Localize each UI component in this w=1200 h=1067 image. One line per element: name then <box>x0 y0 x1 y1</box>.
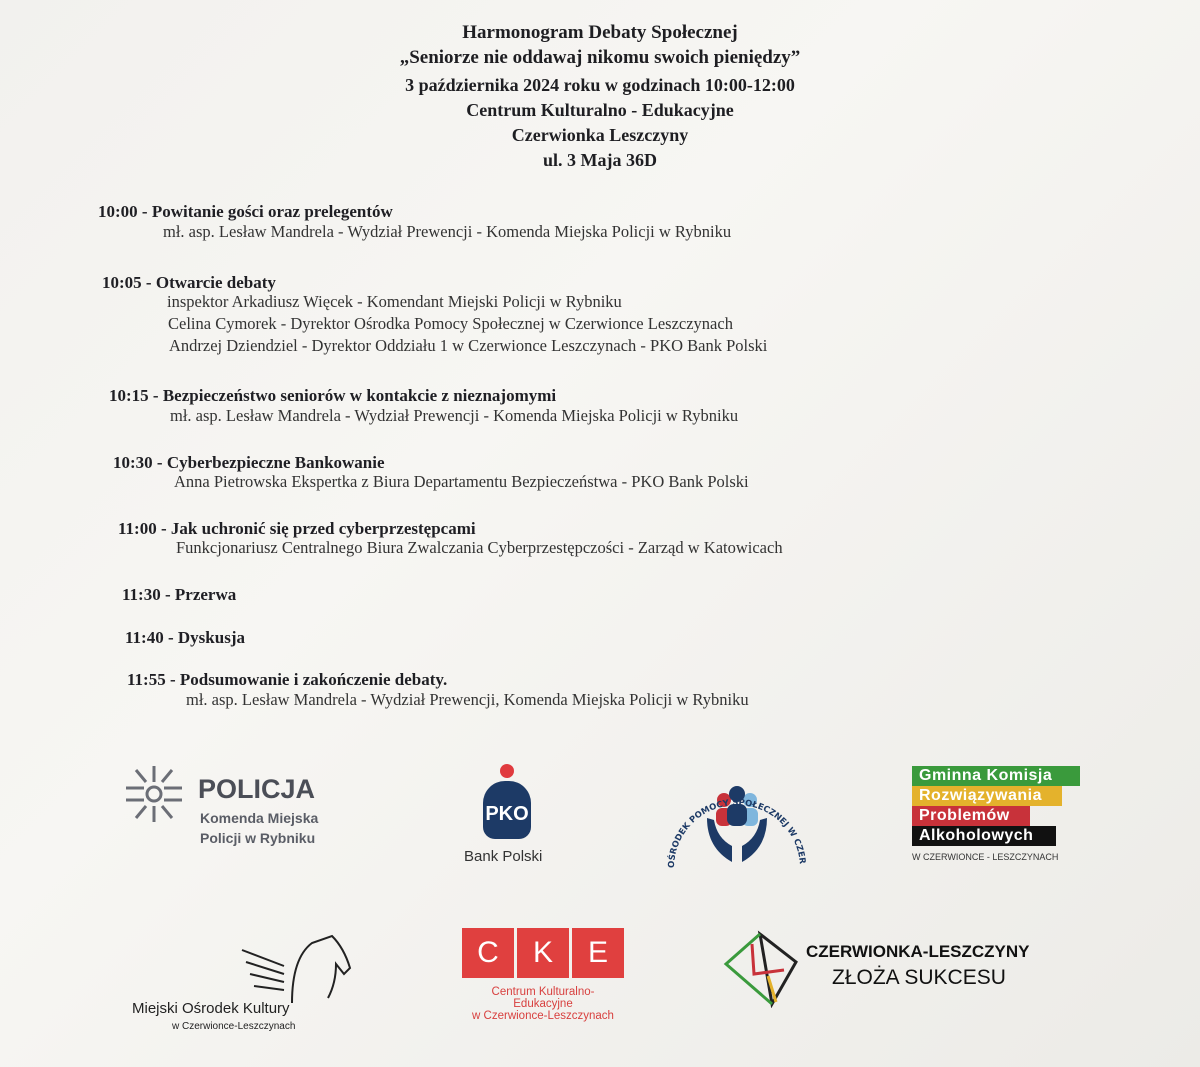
policja-line1: Komenda Miejska <box>200 810 319 826</box>
mok-line2: w Czerwionce-Leszczynach <box>172 1021 296 1032</box>
ops-logo <box>662 758 812 878</box>
cke-logo <box>462 928 632 1028</box>
policja-name: POLICJA <box>198 774 316 804</box>
date: 3 października 2024 roku w godzinach 10:00-12:00 <box>405 75 795 95</box>
city: Czerwionka Leszczyny <box>511 125 689 145</box>
schedule-item: 11:00 - Jak uchronić się przed cyberprzestępcami <box>118 519 476 538</box>
horse-head-icon <box>232 928 352 1008</box>
mok-logo <box>132 928 362 1038</box>
schedule-item: 11:30 - Przerwa <box>122 585 237 604</box>
gkrpa-line: Gminna Komisja <box>912 766 1080 786</box>
subtitle: „Seniorze nie oddawaj nikomu swoich pieniędzy” <box>399 47 801 68</box>
czerwionka-leszczyny-logo <box>722 930 1072 1010</box>
speaker: Andrzej Dziendziel - Dyrektor Oddziału 1 w Czerwionce Leszczynach - PKO Bank Polski <box>169 336 768 355</box>
police-star-icon <box>122 762 186 826</box>
speaker: Funkcjonariusz Centralnego Biura Zwalczania Cyberprzestępczości - Zarząd w Katowicach <box>176 538 783 557</box>
gkrpa-logo <box>912 766 1092 876</box>
cke-line2: w Czerwionce-Leszczynach <box>472 1010 614 1022</box>
ops-ring-text: OŚRODEK POMOCY SPOŁECZNEJ W CZER <box>666 797 807 869</box>
venue: Centrum Kulturalno - Edukacyjne <box>466 100 734 120</box>
schedule-item: 10:15 - Bezpieczeństwo seniorów w kontakcie z nieznajomymi <box>109 386 557 405</box>
speaker: mł. asp. Lesław Mandrela - Wydział Prewencji - Komenda Miejska Policji w Rybniku <box>170 406 739 425</box>
gmina-line1: CZERWIONKA-LESZCZYNY <box>806 942 1030 961</box>
schedule-item: 10:30 - Cyberbezpieczne Bankowanie <box>113 453 385 472</box>
pko-bank-polski-logo <box>460 764 560 868</box>
pko-name: Bank Polski <box>464 848 543 865</box>
schedule-item: 11:40 - Dyskusja <box>125 628 245 647</box>
crystal-icon <box>722 930 800 1008</box>
ops-emblem-icon <box>662 758 812 878</box>
policja-line2: Policji w Rybniku <box>200 830 316 846</box>
gkrpa-line: Problemów <box>912 806 1030 826</box>
schedule-item: 10:05 - Otwarcie debaty <box>102 273 276 292</box>
pko-mark: PKO <box>483 781 531 839</box>
cke-line1: Centrum Kulturalno-Edukacyjne <box>491 986 595 1010</box>
gkrpa-line: Alkoholowych <box>912 826 1056 846</box>
speaker: Celina Cymorek - Dyrektor Ośrodka Pomocy Społecznej w Czerwionce Leszczynach <box>168 314 733 333</box>
cke-letter: C <box>462 928 514 978</box>
cke-letter: E <box>572 928 624 978</box>
pko-dot <box>500 764 514 778</box>
speaker: mł. asp. Lesław Mandrela - Wydział Prewencji, Komenda Miejska Policji w Rybniku <box>186 690 749 709</box>
speaker: inspektor Arkadiusz Więcek - Komendant Miejski Policji w Rybniku <box>167 292 622 311</box>
speaker: mł. asp. Lesław Mandrela - Wydział Prewencji - Komenda Miejska Policji w Rybniku <box>163 222 732 241</box>
speaker: Anna Pietrowska Ekspertka z Biura Departamentu Bezpieczeństwa - PKO Bank Polski <box>174 472 749 491</box>
cke-letter: K <box>517 928 569 978</box>
policja-logo <box>122 762 352 852</box>
schedule-item: 10:00 - Powitanie gości oraz prelegentów <box>98 202 393 221</box>
address: ul. 3 Maja 36D <box>543 150 657 170</box>
title: Harmonogram Debaty Społecznej <box>462 22 738 43</box>
gmina-line2: ZŁOŻA SUKCESU <box>832 966 1006 989</box>
gkrpa-sub: W CZERWIONCE - LESZCZYNACH <box>912 852 1059 862</box>
gkrpa-line: Rozwiązywania <box>912 786 1062 806</box>
schedule-item: 11:55 - Podsumowanie i zakończenie debaty. <box>127 670 448 689</box>
mok-line1: Miejski Ośrodek Kultury <box>132 1000 290 1017</box>
